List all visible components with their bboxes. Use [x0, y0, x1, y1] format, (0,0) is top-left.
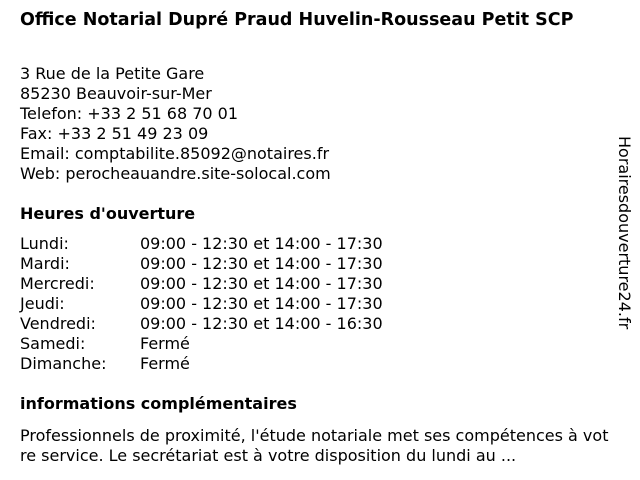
day-label: Lundi: [20, 234, 69, 253]
day-hours: 09:00 - 12:30 et 14:00 - 17:30 [140, 254, 383, 273]
info-heading: informations complémentaires [20, 394, 297, 413]
day-hours: 09:00 - 12:30 et 14:00 - 17:30 [140, 294, 383, 313]
day-hours: 09:00 - 12:30 et 14:00 - 17:30 [140, 274, 383, 293]
site-watermark: Horairesdouverture24.fr [615, 136, 634, 330]
day-label: Mardi: [20, 254, 70, 273]
address-city: 85230 Beauvoir-sur-Mer [20, 84, 212, 103]
day-label: Samedi: [20, 334, 86, 353]
day-hours: Fermé [140, 334, 190, 353]
address-street: 3 Rue de la Petite Gare [20, 64, 205, 83]
day-label: Mercredi: [20, 274, 95, 293]
contact-block [20, 64, 331, 184]
phone-line: Telefon: +33 2 51 68 70 01 [20, 104, 239, 123]
hours-heading: Heures d'ouverture [20, 204, 196, 223]
day-label: Jeudi: [20, 294, 65, 313]
web-line: Web: perocheauandre.site-solocal.com [20, 164, 331, 183]
fax-line: Fax: +33 2 51 49 23 09 [20, 124, 209, 143]
day-hours: 09:00 - 12:30 et 14:00 - 17:30 [140, 234, 383, 253]
info-description: Professionnels de proximité, l'étude notariale met ses compétences à votre service. Le secrétariat est à votre disposition du lundi au ... [20, 426, 609, 465]
email-line: Email: comptabilite.85092@notaires.fr [20, 144, 330, 163]
day-label: Dimanche: [20, 354, 107, 373]
day-hours: Fermé [140, 354, 190, 373]
business-name: Office Notarial Dupré Praud Huvelin-Rousseau Petit SCP [20, 10, 574, 30]
day-hours: 09:00 - 12:30 et 14:00 - 16:30 [140, 314, 383, 333]
day-label: Vendredi: [20, 314, 96, 333]
